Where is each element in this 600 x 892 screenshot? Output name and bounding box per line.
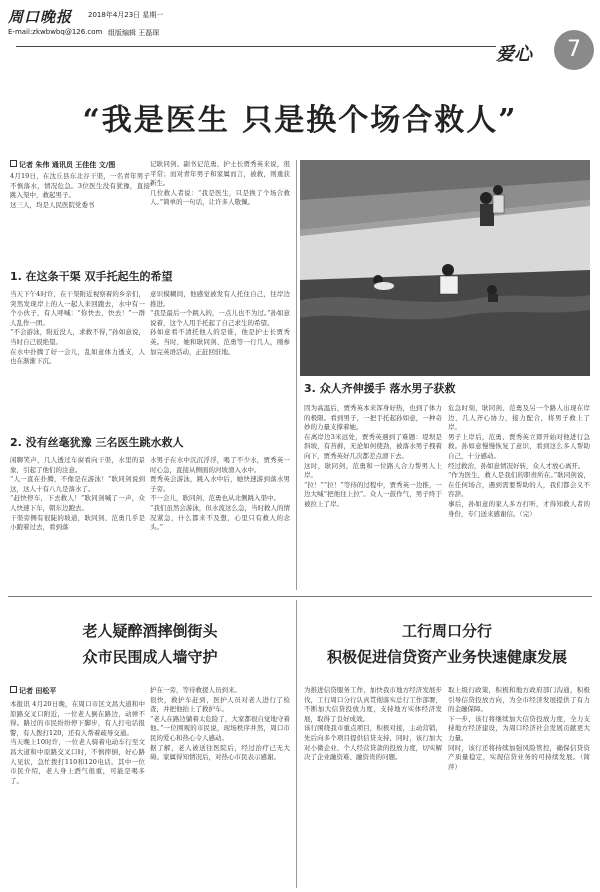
story3-body-col2: 取上级行政策，积极和地方政府部门沟通，积极引导信贷投放方向，为全市经济发展提供了有力的金融保障。 下一步，该行将继续加大信贷投放力度，全力支持地方经济建设，为周口经济社会发展贡献更大力量。 同时，该行还将持续加强风险管控，确保信贷资产质量稳定，实现信贷业务的可持续发展。（简萍） xyxy=(448,686,590,771)
layout-editor: 组版编辑 王磊琛 xyxy=(108,29,160,37)
story2-headline-line1: 老人疑醉酒摔倒街头 xyxy=(82,622,218,640)
story2-headline-line2: 众市民围成人墙守护 xyxy=(82,648,218,666)
contact-email: E-mail:zkwbwbq@126.com xyxy=(8,28,103,36)
byline-box-icon xyxy=(10,160,17,167)
subhead-2: 2. 没有丝毫犹豫 三名医生跳水救人 xyxy=(10,436,184,449)
story2-byline xyxy=(10,686,150,696)
dateline: 2018年4月23日 星期一 xyxy=(88,11,164,19)
story2-byline-text: 记者 田松平 xyxy=(19,687,57,695)
masthead xyxy=(8,6,592,68)
story2-body-col2: 护在一旁，等待救援人员到来。 很快，救护车赶到，医护人员对老人进行了检查，并把他抬上了救护车。 “老人在路边躺着太危险了，大家都很自觉地守着他。”一位围观的市民说，现场秩序井然，周口市民的爱心和热心令人感动。 据了解，老人被送往医院后，经过治疗已无大碍。家属得知情况后，对热心市民表示感谢。 xyxy=(150,686,290,762)
sub3-body-col1: 因为高温后，贾秀英本来浑身好热，也到了体力的极限。看到男子，一把手托起孙如意，一种奇妙的力量支撑着她。 在离岸边3米远处，贾秀英遇到了难题：堤坝是斜坡，有苔藓，无论如何使劲，被落水男子拽着向下，贾秀英好几次都差点滑下去。 这时，耿同剑、范勇和一位路人合力帮男人上岸。 “拉！”“拉！”等待的过程中，贾秀英一边推，一边大喊“把他往上拉”。众人一鼓作气，男子终于被拉上了岸。 xyxy=(304,404,442,508)
story3-headline-line1: 工行周口分行 xyxy=(401,622,492,640)
rescue-photo xyxy=(300,160,590,376)
sub3-body-col2: 危急时刻，耿同剑、范勇及另一个路人出现在岸边，几人齐心协力，接力配合，将男子救上了岸。 男子上岸后，范勇、贾秀英立即开始对他进行急救。孙如意慢慢恢复了意识，看到这么多人帮助自己，十分感动。 经过救治，孙如意情况好转，众人才放心离开。 “作为医生，救人是我们的职责所在。”耿同剑说，在任何场合，遇到需要帮助的人，我们都会义不容辞。 事后，孙如意的家人多方打听，才得知救人者的身份，专门送来感谢信。（完） xyxy=(448,404,590,518)
section-title: 爱心 xyxy=(496,44,532,65)
story3-body-col1: 为推进信贷服务工作，加快我市地方经济发展步伐，工行周口分行认真贯彻落实总行工作部署，不断加大信贷投放力度，支持地方实体经济发展，取得了良好成效。 该行围绕我市重点项目，积极对接，主动营销，先后向多个项目提供信贷支持，同时，该行加大对小微企业、个人经营贷款的投放力度，切实解决了企业融资难、融资贵的问题。 xyxy=(304,686,442,762)
byline-text: 记者 朱伟 通讯员 王佳佳 文/图 xyxy=(19,161,116,169)
story2-body-col1: 本报讯 4月20日晚，在周口市区文昌大道和中原路交叉口附近，一位老人倒在路边，动弹不得。路过的市民纷纷停下脚步，有人打电话报警，有人拨打120，还有人帮着疏导交通。 当天晚上10时许，一位老人骑着电动车行至文昌大道和中原路交叉口时，不慎摔倒，好心路人见状，急忙拨打110和120电话。其中一位市民介绍，老人身上酒气很重，可能是喝多了。 xyxy=(10,700,145,785)
page-number: 7 xyxy=(554,30,594,70)
top-story-byline xyxy=(10,160,150,170)
bottom-column-divider xyxy=(296,600,297,888)
story2-headline xyxy=(10,618,290,670)
sub1-body-col2: 意识模糊间，他感觉被发有人托住自己，往岸边推进。 “我是最后一个跳入的，一点儿也不为过。”孙如意说着，这个人用手托起了自己求生的希望。 孙如意看不清托他人的是谁，他是护士长贾秀英。当时，她和耿同剑、范勇等一行几人，刚参加完英语活动，正赶回驻地。 xyxy=(150,290,290,356)
section-divider xyxy=(8,596,592,597)
top-story-intro: 4月19日，在沈丘县东北谷干渠，一名青年男子不慎落水，情况危急。3位医生没有犹豫，直接跳入渠中，救起男子。 这三人，均是人民医院党委书 xyxy=(10,172,150,209)
top-story-headline: “我是医生 只是换个场合救人” xyxy=(82,103,518,138)
newspaper-logo: 周口晚报 xyxy=(8,8,73,26)
sub2-body-col2: 水男子在水中沉沉浮浮，喝了不少水，贾秀英一时心急，直接从侧面的河坡滑入水中。 贾秀英会游泳，跳入水中后，她快速游到落水男子旁。 不一会儿，耿同剑、范勇也从北侧跳入渠中。 “我们虽然会游泳，但水流这么急，当时救人的情况紧急，什么都来不及想，心里只有救人的念头。” xyxy=(150,456,290,532)
top-story-col2-top: 记耿同剑、副书记范勇、护士长贾秀英来说，很平常；而对青年男子和家属而言，被救，则重获新生。 几位救人者说：“我是医生，只是换了个场合救人。”简单的一句话，让许多人敬佩。 xyxy=(150,160,290,207)
byline-box-icon xyxy=(10,686,17,693)
subhead-1: 1. 在这条干渠 双手托起生的希望 xyxy=(10,270,173,283)
story3-headline-line2: 积极促进信贷资产业务快速健康发展 xyxy=(326,648,567,666)
sub2-body-col1: 闲聊笑声，几人透过车窗看向干渠，水里的景象，引起了他们的注意。 “人一直在扑腾，不像是在游泳！”耿同剑说到这，这人十有八九是落水了。 “赶快停车，下去救人！”耿同剑喊了一声，众人快速下车，朝东边跑去。 干渠旁侧有很陡的坡道，耿同剑、范勇几乎是小跑着过去，看到落 xyxy=(10,456,145,532)
top-column-divider xyxy=(296,160,297,590)
sub1-body-col1: 当天下午4时许，在干渠附近视察着的乡亲们，突然发现岸上的人一起人来回跑去，水中有一个小伙子，有人呼喊：“你快去，快去！”一群人乱作一团。 “不会游泳，附近没人，求救不得，”孙如意说，当时自己很绝望。 在水中扑腾了好一会儿，乱如意体力透支，人也在渐渐下沉。 xyxy=(10,290,145,366)
rescue-photo-image xyxy=(300,160,590,376)
masthead-rule xyxy=(16,46,496,47)
story3-headline xyxy=(304,618,590,670)
subhead-3: 3. 众人齐伸援手 落水男子获救 xyxy=(304,382,456,395)
